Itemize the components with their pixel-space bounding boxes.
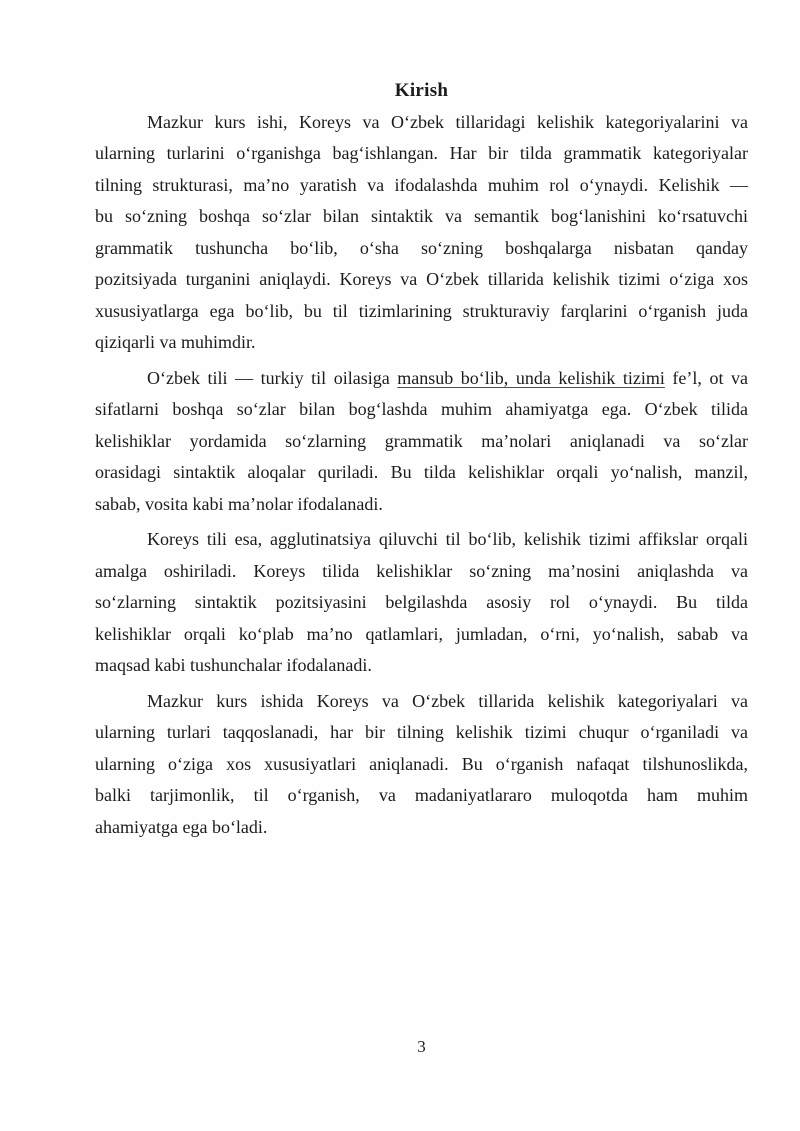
paragraph (95, 363, 748, 521)
text-line: tilning strukturasi, maʼno yaratish va ifodalashda muhim rol oʻynaydi. Kelishik — (95, 174, 748, 195)
text-line (95, 363, 748, 395)
page-number: 3 (417, 1037, 426, 1056)
text-line: kelishiklar orqali koʻplab maʼno qatlamlari, jumladan, oʻrni, yoʻnalish, sabab va (95, 623, 748, 644)
text-line: bu soʻzning boshqa soʻzlar bilan sintaktik va semantik bogʻlanishini koʻrsatuvchi (95, 206, 748, 226)
text-line: maqsad kabi tushunchalar ifodalanadi. (95, 655, 372, 675)
text-line: Mazkur kurs ishida Koreys va Oʻzbek tillarida kelishik kategoriyalari va (147, 690, 748, 711)
text-line: sifatlarni boshqa soʻzlar bilan bogʻlashda muhim ahamiyatga ega. Oʻzbek tilida (95, 399, 748, 419)
text-line: ularning turlarini oʻrganishga bagʻishlangan. Har bir tilda grammatik kategoriyalar (95, 143, 748, 163)
document-content (95, 75, 748, 843)
text-segment: Oʻzbek tili — turkiy til oilasiga (147, 367, 398, 388)
text-line: soʻzlarning sintaktik pozitsiyasini belgilashda asosiy rol oʻynaydi. Bu tilda (95, 592, 748, 612)
text-line: qiziqarli va muhimdir. (95, 332, 256, 352)
text-line: pozitsiyada turganini aniqlaydi. Koreys va Oʻzbek tillarida kelishik tizimi oʻziga xos (95, 269, 748, 289)
paragraph (95, 107, 748, 359)
paragraphs-container (95, 107, 748, 844)
text-line: balki tarjimonlik, til oʻrganish, va madaniyatlararo muloqotda ham muhim (95, 785, 748, 805)
text-segment: feʼl, ot va (664, 367, 748, 388)
underlined-text: mansub boʻlib, unda kelishik tizimi (397, 367, 665, 388)
page-title: Kirish (394, 80, 449, 101)
text-line: Koreys tili esa, agglutinatsiya qiluvchi til boʻlib, kelishik tizimi affikslar orqali (147, 529, 748, 549)
text-line: ularning oʻziga xos xususiyatlari aniqlanadi. Bu oʻrganish nafaqat tilshunoslikda, (95, 753, 748, 774)
text-line: kelishiklar yordamida soʻzlarning grammatik maʼnolari aniqlanadi va soʻzlar (95, 430, 748, 451)
text-line: orasidagi sintaktik aloqalar quriladi. Bu tilda kelishiklar orqali yoʻnalish, manzil, (95, 462, 748, 482)
text-line: ularning turlari taqqoslanadi, har bir tilning kelishik tizimi chuqur oʻrganiladi va (95, 722, 748, 742)
text-line: amalga oshiriladi. Koreys tilida kelishiklar soʻzning maʼnosini aniqlashda va (95, 560, 748, 581)
text-line: xususiyatlarga ega boʻlib, bu til tizimlarining strukturaviy farqlarini oʻrganish juda (95, 300, 748, 321)
text-line: ahamiyatga ega boʻladi. (95, 816, 268, 837)
text-line: sabab, vosita kabi maʼnolar ifodalanadi. (95, 493, 383, 514)
text-line: Mazkur kurs ishi, Koreys va Oʻzbek tillaridagi kelishik kategoriyalarini va (147, 111, 748, 132)
paragraph (95, 524, 748, 682)
text-line: grammatik tushuncha boʻlib, oʻsha soʻzning boshqalarga nisbatan qanday (95, 237, 748, 258)
paragraph (95, 686, 748, 844)
